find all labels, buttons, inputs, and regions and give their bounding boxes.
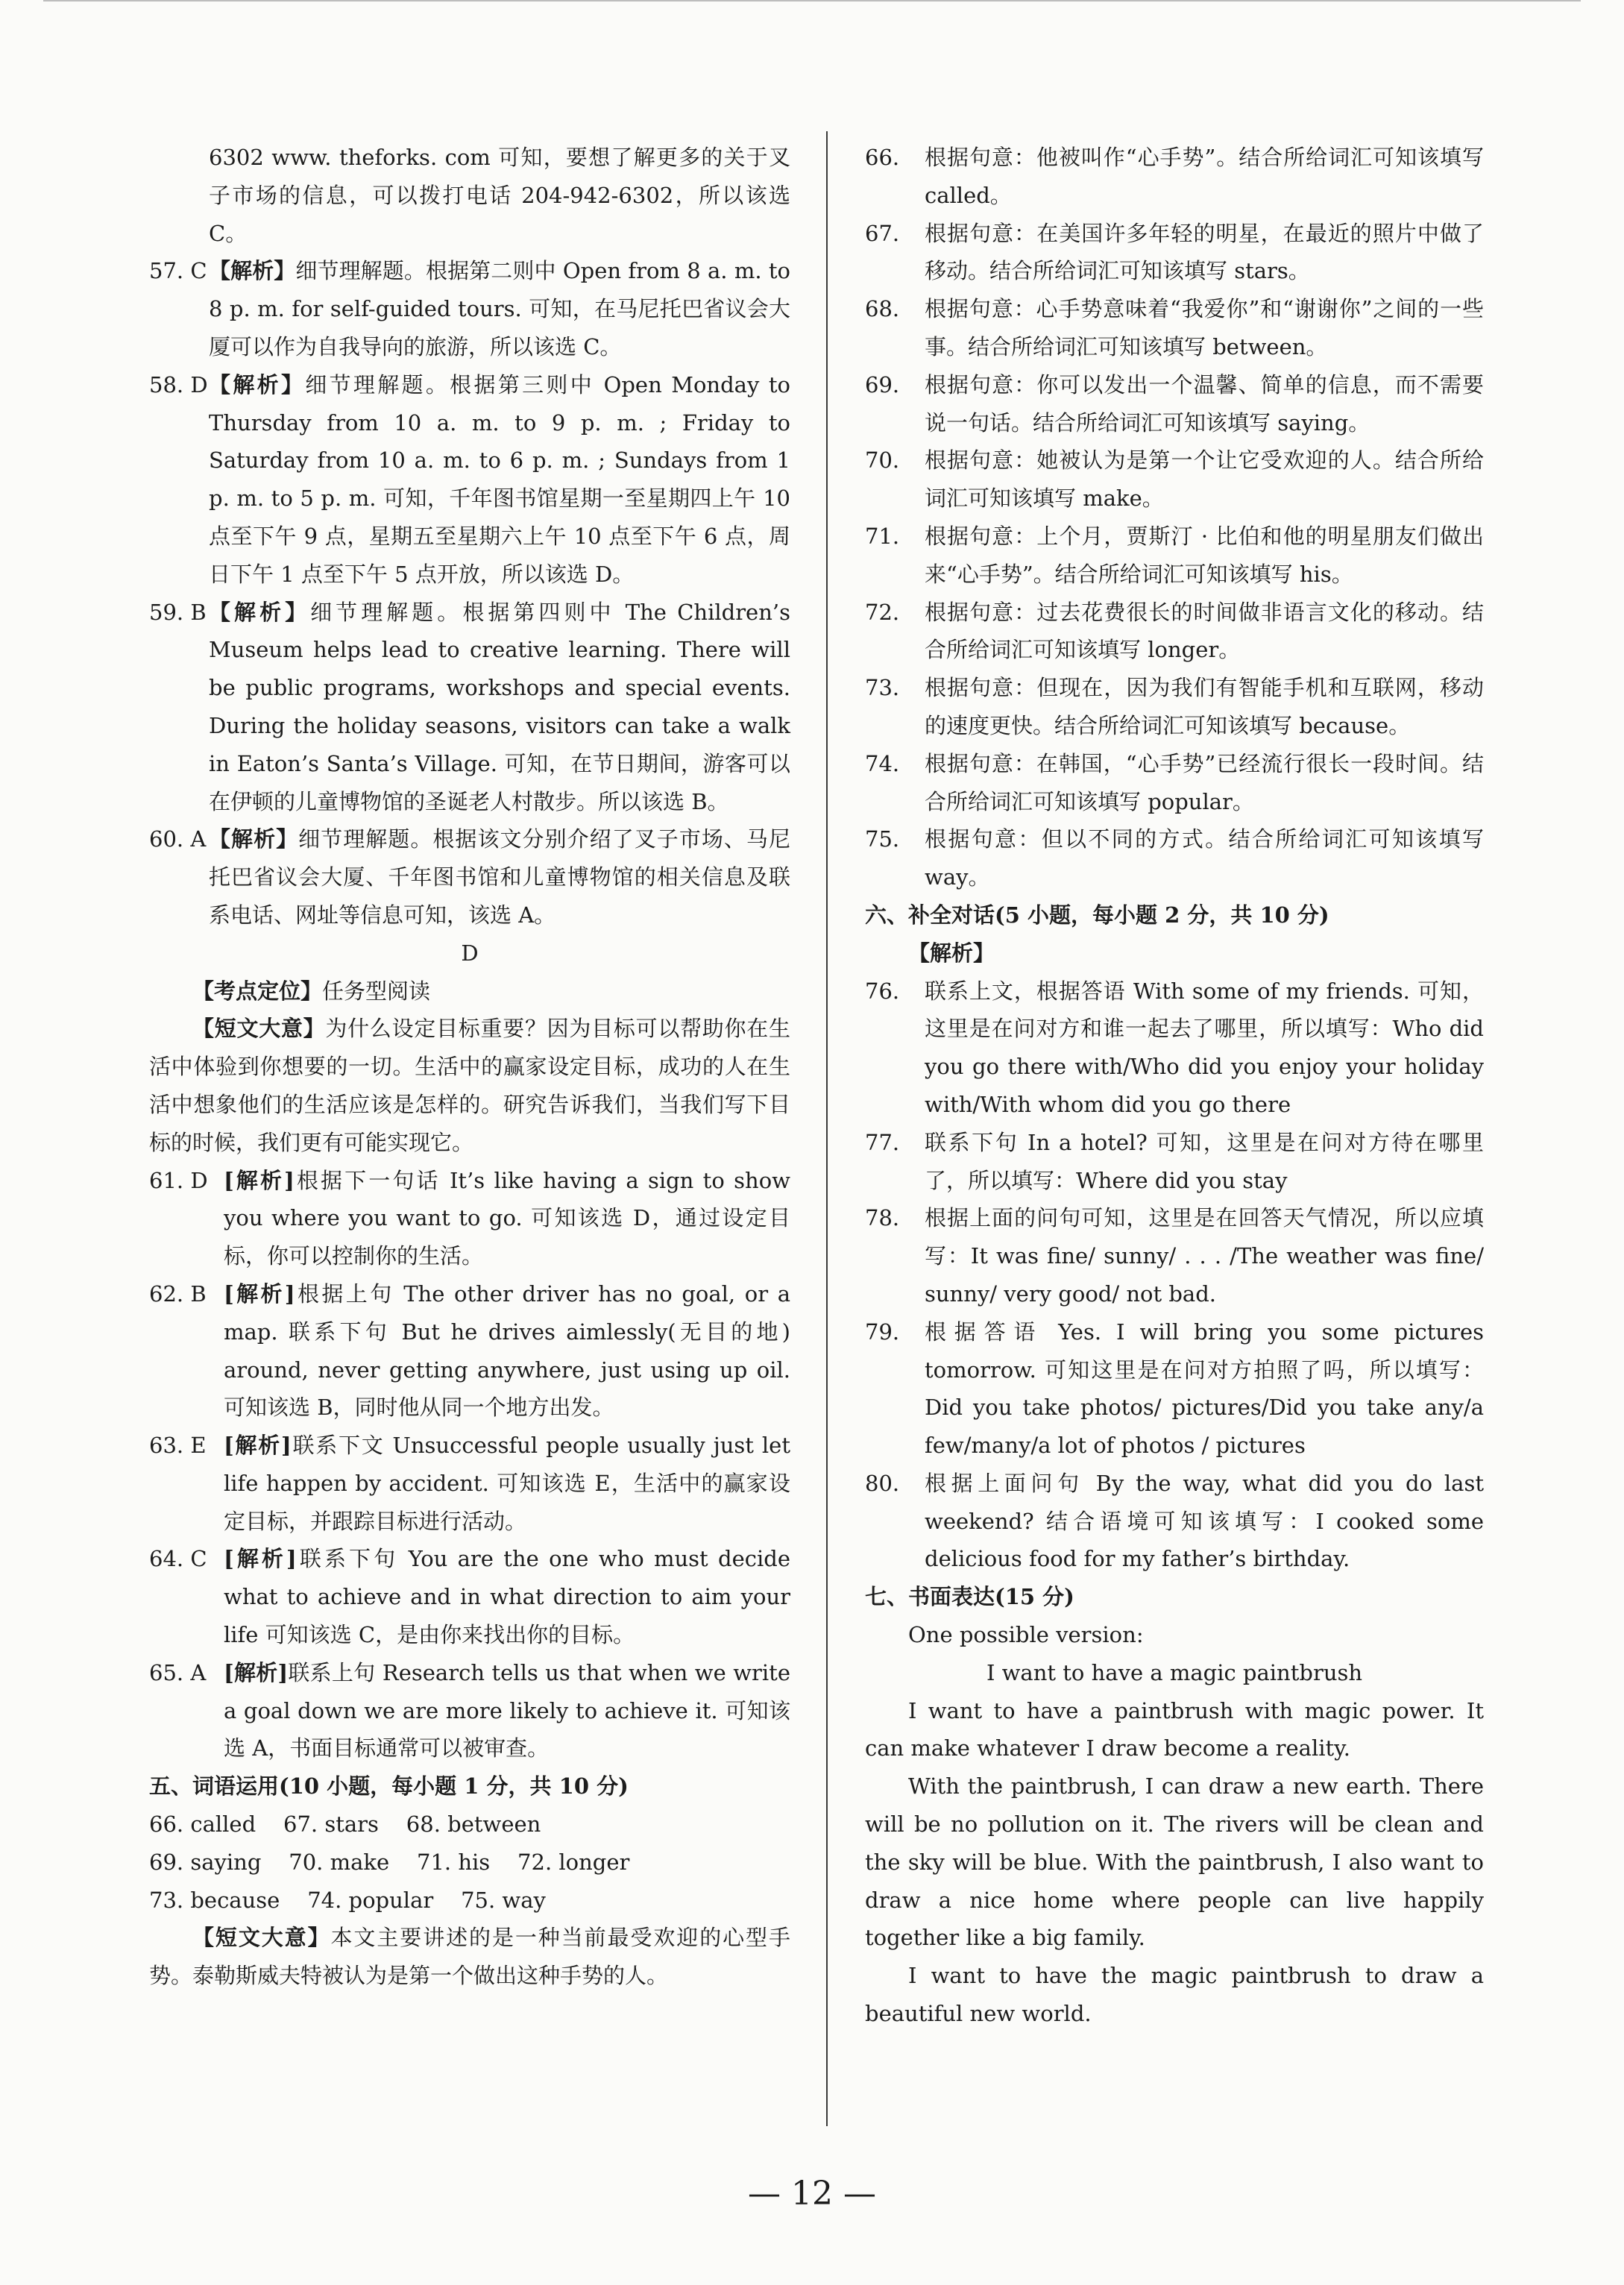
analysis-tag: [解析] (224, 1167, 295, 1193)
answer-text: 根据句意：在韩国，“心手势”已经流行很长一段时间。结合所给词汇可知该填写 popular。 (925, 750, 1484, 814)
answer-60 (149, 820, 790, 934)
answer-number: 57. C (149, 258, 207, 284)
answer-number: 79. (865, 1318, 900, 1345)
analysis-tag: [解析] (224, 1659, 289, 1685)
answer-text: 细节理解题。根据第三则中 Open Monday to Thursday from 10 a. m. to 9 p. m. ; Friday to Saturday from 10 a. m. to 6 p. m. ; Sundays from 1 p. m. to 5 p. m. 可知，千年图书馆星期一至星期四上午 10 点至下午 9 点，星期五至星期六上午 10 点至下午 6 点，周日下午 1 点至下午 5 点开放，所以该选 D。 (209, 371, 790, 587)
answer-number: 61. D (149, 1167, 208, 1193)
version-label: One possible version: (908, 1622, 1144, 1648)
answer-number: 78. (865, 1205, 900, 1231)
answer-58 (149, 366, 790, 594)
answer-text: 根据句意：你可以发出一个温馨、简单的信息，而不需要说一句话。结合所给词汇可知该填写 saying。 (925, 371, 1484, 436)
answer-text: 细节理解题。根据该文分别介绍了叉子市场、马尼托巴省议会大厦、千年图书馆和儿童博物馆的相关信息及联系电话、网址等信息可知，该选 A。 (209, 826, 790, 928)
answer-number: 71. (865, 523, 900, 549)
section-6-heading: 六、补全对话(5 小题，每小题 2 分，共 10 分) (865, 902, 1329, 928)
answer-57 (149, 252, 790, 365)
answer-text: 联系上文，根据答语 With some of my friends. 可知，这里是在问对方和谁一起去了哪里，所以填写：Who did you go there with/Who did you enjoy your holiday with/With whom did you go there (925, 978, 1484, 1117)
essay-paragraph: I want to have a paintbrush with magic power. It can make whatever I draw become a reality. (865, 1697, 1484, 1761)
answer-78-explain (865, 1199, 1484, 1313)
answer-row: 66. called 67. stars 68. between (149, 1811, 541, 1838)
kaodian-text: 任务型阅读 (322, 978, 431, 1004)
answer-71-explain (865, 518, 1484, 594)
answer-77-explain (865, 1124, 1484, 1200)
answer-number: 67. (865, 220, 900, 246)
analysis-tag: 【解析】 (209, 371, 306, 397)
answer-text: 细节理解题。根据第四则中 The Children’s Museum helps lead to creative learning. There will be public programs, workshops and special events. During the holiday seasons, visitors can take a walk in Eaton’s Santa’s Village. 可知，在节日期间，游客可以在伊顿的儿童博物馆的圣诞老人村散步。所以该选 B。 (209, 599, 790, 814)
answer-63 (149, 1427, 790, 1540)
section-d-heading: D (461, 940, 479, 966)
answer-65 (149, 1654, 790, 1767)
essay-title: I want to have a magic paintbrush (986, 1659, 1363, 1685)
answer-number: 72. (865, 599, 900, 625)
analysis-heading: 【解析】 (908, 940, 995, 966)
summary-paragraph (149, 1010, 790, 1161)
answer-text: 根据句意：上个月，贾斯汀 · 比伯和他的明星朋友们做出来“心手势”。结合所给词汇可知该填写 his。 (925, 523, 1484, 587)
answer-number: 70. (865, 447, 900, 474)
answer-69-explain (865, 366, 1484, 442)
answer-number: 73. (865, 675, 900, 701)
answer-text: 根据句意：在美国许多年轻的明星，在最近的照片中做了移动。结合所给词汇可知该填写 stars。 (925, 220, 1484, 284)
answer-text: 联系下文 Unsuccessful people usually just let life happen by accident. 可知该选 E，生活中的赢家设定目标，并跟踪目标进行活动。 (224, 1433, 790, 1534)
answer-73-explain (865, 669, 1484, 745)
answer-number: 62. B (149, 1280, 207, 1307)
answer-text: 根据下一句话 It’s like having a sign to show you where you want to go. 可知该选 D，通过设定目标，你可以控制你的生活。 (224, 1167, 790, 1269)
answer-80-explain (865, 1465, 1484, 1578)
summary-tag: 【短文大意】 (192, 1016, 326, 1042)
answer-number: 65. A (149, 1659, 207, 1685)
answer-row: 69. saying 70. make 71. his 72. longer (149, 1849, 630, 1875)
answer-number: 80. (865, 1470, 900, 1496)
answer-76-explain (865, 972, 1484, 1124)
answer-79-explain (865, 1313, 1484, 1465)
answer-72-explain (865, 594, 1484, 670)
essay-paragraph: I want to have the magic paintbrush to draw a beautiful new world. (865, 1963, 1484, 2027)
answer-number: 63. E (149, 1433, 207, 1459)
summary-tag: 【短文大意】 (192, 1925, 331, 1951)
right-column (865, 139, 1484, 2033)
top-rule (43, 0, 1581, 1)
answer-number: 66. (865, 145, 900, 170)
answer-text: 根据句意：她被认为是第一个让它受欢迎的人。结合所给词汇可知该填写 make。 (925, 447, 1484, 512)
answer-number: 64. C (149, 1546, 207, 1572)
analysis-tag: [解析] (224, 1433, 292, 1459)
answer-text: 根据上面的问句可知，这里是在回答天气情况，所以应填写：It was fine/ sunny/ . . . /The weather was fine/ sunny/ very good/ not bad. (925, 1205, 1484, 1307)
answer-text: 根据上面问句 By the way, what did you do last weekend? 结合语境可知该填写：I cooked some delicious food for my father’s birthday. (925, 1470, 1484, 1572)
kaodian-tag: 【考点定位】 (192, 978, 323, 1004)
answer-text: 根据句意：过去花费很长的时间做非语言文化的移动。结合所给词汇可知该填写 longer。 (925, 599, 1484, 663)
answer-text: 联系上句 Research tells us that when we write a goal down we are more likely to achieve it. 可知该选 A，书面目标通常可以被审查。 (224, 1659, 790, 1761)
answer-text: 根据答语 Yes. I will bring you some pictures tomorrow. 可知这里是在问对方拍照了吗，所以填写：Did you take photos/ pictures/Did you take any/a few/many/a lot of photos / pictures (925, 1318, 1484, 1459)
answer-75-explain (865, 820, 1484, 896)
answer-text: 根据句意：但现在，因为我们有智能手机和互联网，移动的速度更快。结合所给词汇可知该填写 because。 (925, 675, 1484, 738)
answer-text: 根据上句 The other driver has no goal, or a map. 联系下句 But he drives aimlessly(无目的地) around, never getting anywhere, just using up oil. 可知该选 B，同时他从同一个地方出发。 (224, 1280, 790, 1421)
answer-66-explain (865, 139, 1484, 215)
answer-number: 58. D (149, 371, 208, 397)
analysis-tag: [解析] (224, 1280, 295, 1307)
answer-number: 60. A (149, 826, 207, 852)
answer-text: 联系下句 In a hotel? 可知，这里是在问对方待在哪里了，所以填写：Where did you stay (925, 1129, 1484, 1193)
answer-row: 73. because 74. popular 75. way (149, 1887, 546, 1913)
answer-text: 联系下句 You are the one who must decide what to achieve and in what direction to aim your life 可知该选 C，是由你来找出你的目标。 (224, 1546, 790, 1648)
summary-paragraph-2 (149, 1919, 790, 1995)
answer-number: 69. (865, 371, 900, 397)
answer-text: 根据句意：但以不同的方式。结合所给词汇可知该填写 way。 (925, 826, 1484, 890)
left-column (149, 139, 790, 1995)
kaodian-line (149, 972, 790, 1011)
answer-64 (149, 1540, 790, 1653)
answer-67-explain (865, 215, 1484, 291)
answer-74-explain (865, 745, 1484, 821)
analysis-tag: 【解析】 (209, 258, 296, 284)
answer-number: 59. B (149, 599, 207, 625)
answer-text: 根据句意：心手势意味着“我爱你”和“谢谢你”之间的一些事。结合所给词汇可知该填写 between。 (925, 296, 1484, 359)
answer-text: 根据句意：他被叫作“心手势”。结合所给词汇可知该填写 called。 (925, 145, 1484, 208)
answer-number: 75. (865, 826, 900, 852)
analysis-tag: 【解析】 (209, 599, 311, 625)
analysis-tag: 【解析】 (209, 826, 299, 852)
answer-62 (149, 1275, 790, 1427)
answer-number: 76. (865, 978, 900, 1004)
answer-59 (149, 594, 790, 821)
answer-70-explain (865, 441, 1484, 518)
answer-text: 细节理解题。根据第二则中 Open from 8 a. m. to 8 p. m. for self-guided tours. 可知，在马尼托巴省议会大厦可以作为自我导向的旅游，所以该选 C。 (209, 258, 790, 359)
section-7-heading: 七、书面表达(15 分) (865, 1584, 1074, 1610)
column-divider (826, 131, 828, 2126)
answer-56-continued: 6302 www. theforks. com 可知，要想了解更多的关于叉子市场的信息，可以拨打电话 204-942-6302，所以该选 C。 (209, 145, 790, 246)
summary-text: 为什么设定目标重要？因为目标可以帮助你在生活中体验到你想要的一切。生活中的赢家设定目标，成功的人在生活中想象他们的生活应该是怎样的。研究告诉我们，当我们写下目标的时候，我们更有可能实现它。 (149, 1016, 790, 1155)
summary-text: 本文主要讲述的是一种当前最受欢迎的心型手势。泰勒斯威夫特被认为是第一个做出这种手势的人。 (149, 1925, 790, 1989)
answer-page (149, 139, 1484, 2137)
answer-68-explain (865, 290, 1484, 366)
page-number: — 12 — (748, 2175, 876, 2213)
answer-number: 74. (865, 750, 900, 776)
essay-paragraph: With the paintbrush, I can draw a new earth. There will be no pollution on it. The rivers will be clean and the sky will be blue. With the paintbrush, I also want to draw a nice home where people can live happily together like a big family. (865, 1773, 1484, 1951)
analysis-tag: [解析] (224, 1546, 297, 1572)
answer-number: 68. (865, 296, 900, 322)
section-5-heading: 五、词语运用(10 小题，每小题 1 分，共 10 分) (149, 1773, 629, 1800)
answer-number: 77. (865, 1129, 900, 1155)
answer-61 (149, 1162, 790, 1275)
